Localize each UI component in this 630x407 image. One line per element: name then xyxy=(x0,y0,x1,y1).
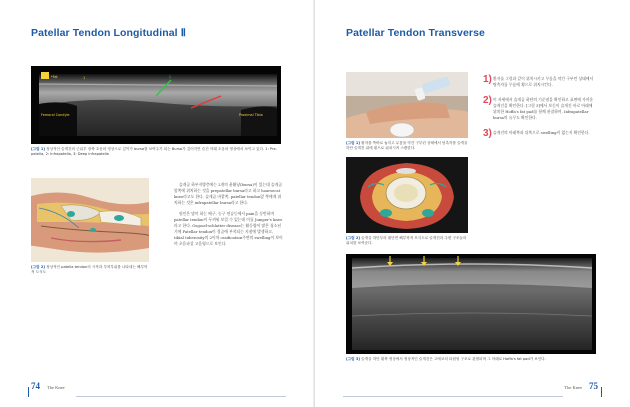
knee-anatomy-illustration xyxy=(31,178,149,262)
proximal-tibia-label: Proximal Tibia xyxy=(239,113,263,117)
fat-marker xyxy=(41,72,49,79)
right-figure3-caption xyxy=(346,357,596,362)
left-footer xyxy=(31,376,68,394)
cross-section-anatomy xyxy=(346,157,468,233)
page-number: 74 xyxy=(31,381,40,391)
list-item xyxy=(483,128,595,139)
left-body-text xyxy=(174,182,284,252)
caption-tag: [그림 1] xyxy=(346,141,360,145)
list-number: 3) xyxy=(483,128,492,139)
page-number: 75 xyxy=(589,381,598,391)
caption-text: 환자를 똑바로 눕히고 무릎을 약간 구부린 상태에서 탐촉자를 슬개골 하단 슬개건 위에 횡으로 위치시켜 스캔한다. xyxy=(346,141,468,150)
list-item xyxy=(483,76,595,88)
list-number: 2) xyxy=(483,95,492,106)
caption-tag: [그림 2] xyxy=(31,265,45,269)
footer-tick xyxy=(601,387,602,397)
caption-text: 정상적인 슬개건의 근위부 장축 초음파 영상으로 깊이가 bursa를 보여주기 되는 Bursa가 깊어지면 슬건 아래 초음파 영상에서 보이고 있다. 1: Pre-patella, 2: Infrapatella, 3: Deep infrapatella xyxy=(31,147,277,156)
list-item xyxy=(483,97,595,121)
list-number: 1) xyxy=(483,74,492,85)
cross-section-svg xyxy=(346,157,468,233)
footer-rule xyxy=(76,396,286,397)
right-figure2-caption xyxy=(346,236,468,246)
marker-2-label: 2 xyxy=(169,75,172,79)
ultrasound-transverse-image xyxy=(346,254,596,354)
knee-scan-photo-svg xyxy=(346,72,468,138)
right-page xyxy=(315,0,630,407)
ultrasound-longitudinal-image xyxy=(31,66,281,144)
caption-text: 정상적인 patella tendon의 시작과 부착부위를 나타내는 해부학적 도식도 xyxy=(31,265,148,274)
knee-scan-photo xyxy=(346,72,468,138)
caption-text: 슬개골 하단 횡축 영상에서 정상적인 슬개건은 고에코의 타원형 구조로 관찰되며 그 아래로 Hoffa's fat pad가 보인다. xyxy=(361,357,546,361)
list-text: 슬개건의 아래쪽과 뒤쪽으로 swelling이 없는지 확인한다. xyxy=(493,130,590,135)
caption-text: 슬개골 하단부의 횡단면 해부학적 모식도로 슬개건과 주변 구조들의 위치를 보여준다. xyxy=(346,236,467,245)
ultrasound-transverse-svg xyxy=(346,254,596,354)
marker-1-label: 1 xyxy=(83,76,86,80)
femoral-condyle-label: Femoral Condyle xyxy=(41,113,70,117)
footer-rule xyxy=(343,396,563,397)
footer-label: The Knee xyxy=(47,385,65,390)
fat-label: *Fat xyxy=(51,75,58,79)
body-paragraph: 슬개골 하부지방층에는 2개의 윤활낭(bursa)이 있는데 슬개골 앞쪽에 위치하는 것을 prepatellar bursa라고 하고 hoarsecat knee라고도 한다. 슬개골 바깥쪽, patellar tendon앞 쪽에게 위치하는 것은 infrapatellar bursa라고 한다. xyxy=(174,182,283,205)
left-figure2-caption xyxy=(31,265,149,275)
knee-anatomy-svg xyxy=(31,178,149,262)
list-text: 환자를 그림과 같이 위치시키고 무릎을 약간 구부린 상태에서 탐촉자를 무릎에 횡으로 위치시킨다. xyxy=(493,76,594,87)
caption-tag: [그림 1] xyxy=(31,147,45,151)
list-text: 이 자세에서 슬개골 하단의 기준점을 확인하고 표면에 가까운 슬개건을 확인한다. [그림 3]에서 보듯이 슬개건 바로 아래에 위치한 Hoffa's fat pad를 함께 관찰하며, Infrapatellar bursa의 유무도 확인한다. xyxy=(493,97,594,120)
footer-label: The Knee xyxy=(564,385,582,390)
left-figure1-caption xyxy=(31,147,281,157)
ultrasound-longitudinal-svg xyxy=(31,66,281,144)
caption-tag: [그림 3] xyxy=(346,357,360,361)
right-figure1-caption xyxy=(346,141,468,151)
body-paragraph: 원인은 많이 하는 배구, 농구 연습등에서 pain을 동반하며 patellar tendon이 두꺼워 보일 수 있는데 이를 Jumper's knee라고 한다. Osgood-schlatter disease는 활동량이 많은 청소년기에 Patellar tendon이 경골에 부착되는 지점에 발생하고, tibial tuberosity의 2이차 ossification주변의 swelling이 보이며 초음파상 고음영으로 보인다. xyxy=(174,211,283,246)
procedure-list xyxy=(483,76,595,145)
right-footer xyxy=(561,376,598,394)
left-page-title: Patellar Tendon Longitudinal Ⅱ xyxy=(31,27,186,39)
footer-tick xyxy=(28,387,29,397)
right-page-title: Patellar Tendon Transverse xyxy=(346,27,485,39)
caption-tag: [그림 2] xyxy=(346,236,360,240)
